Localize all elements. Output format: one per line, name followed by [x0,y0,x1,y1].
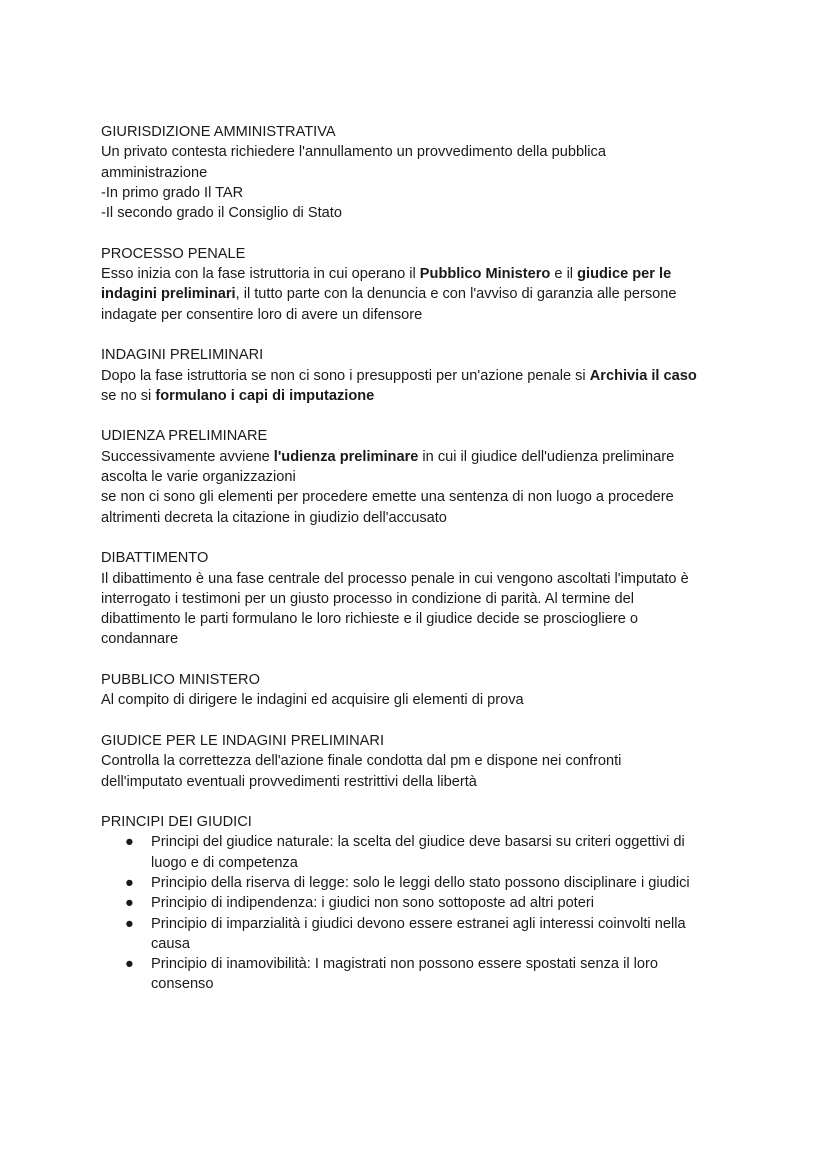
text-line: ascolta le varie organizzazioni [101,469,296,486]
text-line [101,284,741,304]
section-processo-penale [101,244,741,325]
bullet-icon: ● [125,915,134,932]
bold-term: l'udienza preliminare [273,448,419,465]
bullet-icon: ● [125,834,134,851]
text-line: luogo e di competenza [151,854,298,871]
section-udienza-preliminare [101,426,741,527]
bullet-icon: ● [125,874,134,891]
section-heading: UDIENZA PRELIMINARE [101,428,268,445]
text-line: Un privato contesta richiedere l'annullamento un provvedimento della pubblica [101,144,606,161]
list-item [101,954,741,995]
bold-term: giudice per le [577,266,672,283]
text-run: Esso inizia con la fase istruttoria in cui operano il [101,266,420,283]
text-line: interrogato i testimoni per un giusto processo in condizione di parità. Al termine del [101,590,634,607]
text-run: se no si [101,387,156,404]
section-principi-dei-giudici [101,812,741,995]
list-item [101,832,741,873]
text-line: causa [151,935,190,952]
text-line: indagate per consentire loro di avere un difensore [101,306,423,323]
text-line: -Il secondo grado il Consiglio di Stato [101,205,342,222]
section-giurisdizione-amministrativa [101,122,741,223]
document-page [101,122,741,1015]
section-giudice-indagini-preliminari [101,731,741,792]
bullet-icon: ● [125,895,134,912]
text-line: dell'imputato eventuali provvedimenti restrittivi della libertà [101,773,477,790]
text-line: dibattimento le parti formulano le loro richieste e il giudice decide se prosciogliere o [101,611,639,628]
text-line: Al compito di dirigere le indagini ed acquisire gli elementi di prova [101,692,524,709]
section-dibattimento [101,548,741,649]
section-heading: PROCESSO PENALE [101,245,246,262]
text-line: amministrazione [101,164,208,181]
text-line: condannare [101,631,179,648]
list-item [101,873,741,893]
text-line: Principi del giudice naturale: la scelta del giudice deve basarsi su criteri oggettivi di [151,834,685,851]
text-line: Principio di inamovibilità: I magistrati non possono essere spostati senza il loro [151,956,658,973]
section-heading: PUBBLICO MINISTERO [101,672,260,689]
bold-term: indagini preliminari [101,286,236,303]
section-heading: GIURISDIZIONE AMMINISTRATIVA [101,124,336,140]
list-item [101,914,741,955]
section-heading: DIBATTIMENTO [101,550,209,567]
section-heading: INDAGINI PRELIMINARI [101,347,264,364]
text-line: altrimenti decreta la citazione in giudizio dell'accusato [101,509,447,526]
text-run: in cui il giudice dell'udienza preliminare [418,448,675,465]
principles-list [101,832,741,994]
text-line: -In primo grado Il TAR [101,184,244,201]
bold-term: Archivia il caso [589,367,697,384]
text-line [101,386,741,406]
text-line: consenso [151,976,214,993]
text-line: Principio della riserva di legge: solo le leggi dello stato possono disciplinare i giudici [151,874,690,891]
text-run: e il [550,266,578,283]
text-line: Principio di indipendenza: i giudici non sono sottoposte ad altri poteri [151,895,594,912]
text-line [101,264,741,284]
text-line: Controlla la correttezza dell'azione finale condotta dal pm e dispone nei confronti [101,753,622,770]
bold-term: Pubblico Ministero [419,266,551,283]
section-pubblico-ministero [101,670,741,711]
list-item [101,893,741,913]
bold-term: formulano i capi di imputazione [155,387,375,404]
section-indagini-preliminari [101,345,741,406]
text-run: Successivamente avviene [101,448,274,465]
section-heading: GIUDICE PER LE INDAGINI PRELIMINARI [101,732,385,749]
bullet-icon: ● [125,956,134,973]
text-run: , il tutto parte con la denuncia e con l'avviso di garanzia alle persone [235,286,677,303]
text-line: Il dibattimento è una fase centrale del processo penale in cui vengono ascoltati l'imputato è [101,570,689,587]
text-line: Principio di imparzialità i giudici devono essere estranei agli interessi coinvolti nella [151,915,686,932]
section-heading: PRINCIPI DEI GIUDICI [101,814,252,831]
text-line [101,447,741,467]
text-line: se non ci sono gli elementi per procedere emette una sentenza di non luogo a procedere [101,489,674,506]
text-run: Dopo la fase istruttoria se non ci sono i presupposti per un'azione penale si [101,367,590,384]
text-line [101,366,741,386]
